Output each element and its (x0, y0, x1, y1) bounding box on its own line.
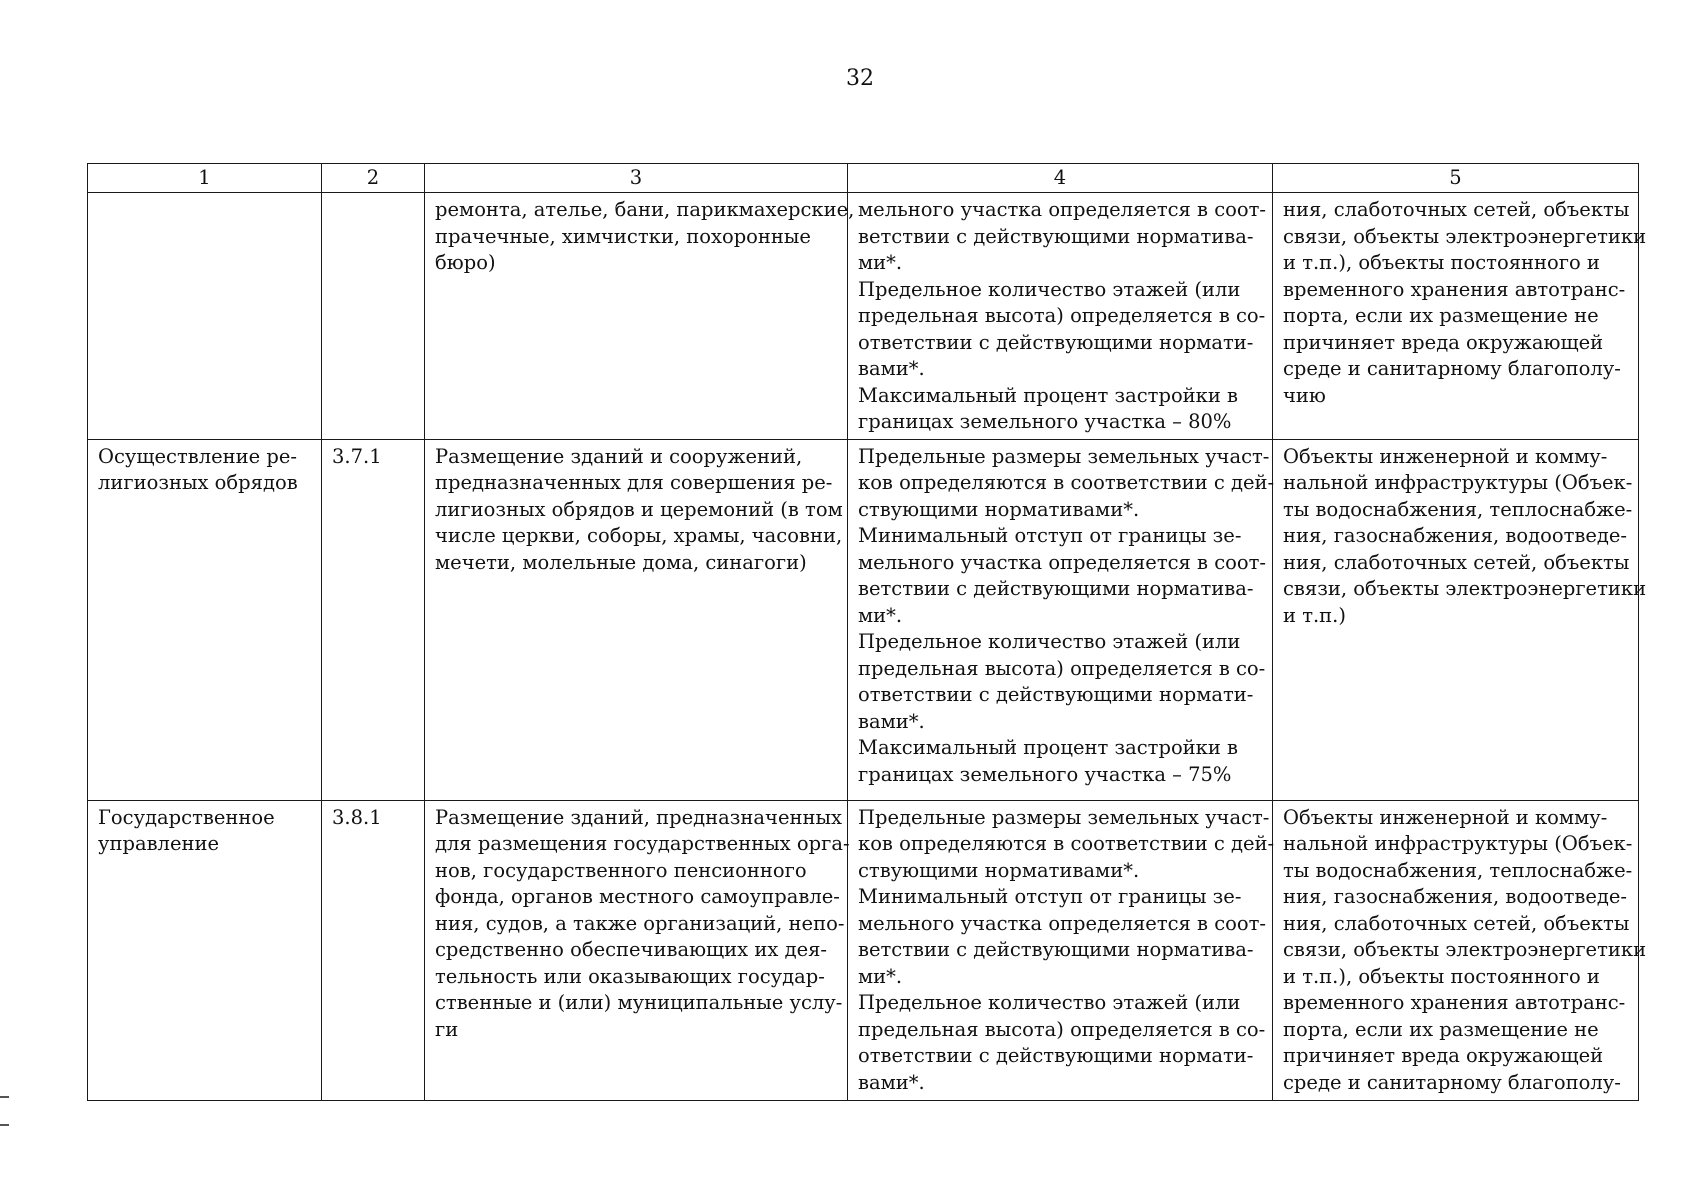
cell-text-line: средственно обеспечивающих их дея- (435, 938, 828, 961)
cell-text-line: Государственное (98, 805, 275, 829)
cell-text-line: Объекты инженерной и комму- (1283, 444, 1608, 468)
cell-text-line: ремонта, ателье, бани, парикмахерские, (435, 198, 855, 221)
land-use-name-cell (88, 439, 322, 800)
cell-text-line: предельная высота) определяется в со- (858, 304, 1266, 327)
cell-text-line: Максимальный процент застройки в (858, 736, 1239, 759)
cell-text-line: мельного участка определяется в соот- (858, 198, 1267, 221)
cell-text-line: нальной инфраструктуры (Объек- (1283, 832, 1633, 855)
cell-text-line: причиняет вреда окружающей (1283, 330, 1604, 354)
land-use-name-cell (88, 800, 322, 1100)
cell-text-line: порта, если их размещение не (1283, 1017, 1599, 1041)
cell-text-line: ты водоснабжения, теплоснабже- (1283, 497, 1633, 521)
cell-text-line: ответствии с действующими нормати- (858, 330, 1254, 354)
cell-text-line: предельная высота) определяется в со- (858, 656, 1266, 680)
cell-text-line: ты водоснабжения, теплоснабже- (1283, 858, 1633, 882)
page-number: 32 (846, 66, 874, 91)
land-use-code-cell (322, 800, 425, 1100)
cell-text-line: чию (1283, 383, 1326, 407)
scan-edge-mark (0, 1096, 9, 1098)
cell-text-line: 3.8.1 (332, 805, 382, 829)
land-use-name-cell (88, 193, 322, 440)
cell-text-line: числе церкви, соборы, храмы, часовни, (435, 524, 843, 547)
cell-text-line: Объекты инженерной и комму- (1283, 805, 1608, 829)
cell-text-line: мельного участка определяется в соот- (858, 550, 1267, 574)
table-row (88, 193, 1639, 440)
land-use-code-cell (322, 193, 425, 440)
cell-text-line: среде и санитарному благополу- (1283, 1070, 1621, 1094)
cell-text-line: прачечные, химчистки, похоронные (435, 224, 811, 248)
cell-text-line: лигиозных обрядов (98, 471, 298, 494)
land-use-description-cell (425, 193, 855, 440)
cell-text-line: вами*. (858, 357, 925, 380)
cell-text-line: Максимальный процент застройки в (858, 383, 1239, 407)
cell-text-line: причиняет вреда окружающей (1283, 1044, 1604, 1067)
auxiliary-uses-cell (1273, 800, 1647, 1100)
cell-text-line: Предельные размеры земельных участ- (858, 805, 1270, 829)
cell-text-line: лигиозных обрядов и церемоний (в том (435, 497, 843, 521)
auxiliary-uses-cell (1273, 439, 1647, 800)
land-use-table (87, 163, 1647, 1101)
cell-text-line: связи, объекты электроэнергетики (1283, 224, 1647, 248)
cell-text-line: ми*. (858, 964, 903, 988)
land-use-code-cell (322, 439, 425, 800)
cell-text-line: Минимальный отступ от границы зе- (858, 885, 1242, 908)
cell-text-line: ответствии с действующими нормати- (858, 1044, 1254, 1067)
cell-text-line: границах земельного участка – 75% (858, 762, 1232, 786)
cell-text-line: временного хранения автотранс- (1283, 991, 1626, 1014)
cell-text-line: и т.п.) (1283, 603, 1346, 627)
cell-text-line: Предельное количество этажей (или (858, 630, 1241, 653)
table-row (88, 800, 1639, 1100)
cell-text-line: Предельное количество этажей (или (858, 991, 1241, 1014)
cell-text-line: порта, если их размещение не (1283, 304, 1599, 327)
cell-text-line: связи, объекты электроэнергетики (1283, 938, 1647, 961)
construction-parameters-cell (848, 800, 1273, 1100)
cell-text-line: и т.п.), объекты постоянного и (1283, 964, 1600, 988)
cell-text-line: ги (435, 1017, 459, 1041)
land-use-description-cell (425, 800, 848, 1100)
construction-parameters-cell (848, 193, 1273, 440)
header-col-4: 4 (848, 164, 1273, 193)
cell-text-line: фонда, органов местного самоуправле- (435, 885, 840, 908)
cell-text-line: Осуществление ре- (98, 444, 298, 468)
header-row (88, 164, 1639, 193)
cell-text-line: и т.п.), объекты постоянного и (1283, 251, 1600, 274)
cell-text-line: для размещения государственных орга- (435, 832, 850, 855)
cell-text-line: мельного участка определяется в соот- (858, 911, 1267, 935)
cell-text-line: предельная высота) определяется в со- (858, 1017, 1266, 1041)
table-row (88, 439, 1639, 800)
cell-text-line: нов, государственного пенсионного (435, 858, 807, 882)
cell-text-line: ния, слаботочных сетей, объекты (1283, 198, 1630, 221)
cell-text-line: Размещение зданий и сооружений, (435, 444, 803, 468)
cell-text-line: нальной инфраструктуры (Объек- (1283, 471, 1633, 494)
cell-text-line: 3.7.1 (332, 444, 382, 468)
table-body (88, 193, 1647, 1101)
cell-text-line: мечети, молельные дома, синагоги) (435, 550, 807, 574)
cell-text-line: бюро) (435, 251, 496, 274)
header-col-5: 5 (1273, 164, 1639, 193)
cell-text-line: ков определяются в соответствии с дей- (858, 832, 1275, 855)
cell-text-line: ния, слаботочных сетей, объекты (1283, 550, 1630, 574)
cell-text-line: ственные и (или) муниципальные услу- (435, 991, 843, 1014)
scan-edge-mark (0, 1124, 9, 1126)
cell-text-line: ков определяются в соответствии с дей- (858, 471, 1275, 494)
cell-text-line: предназначенных для совершения ре- (435, 471, 833, 494)
land-use-description-cell (425, 439, 848, 800)
cell-text-line: ствующими нормативами*. (858, 497, 1140, 521)
cell-text-line: Минимальный отступ от границы зе- (858, 524, 1242, 547)
cell-text-line: ми*. (858, 251, 903, 274)
cell-text-line: вами*. (858, 709, 925, 733)
cell-text-line: Размещение зданий, предназначенных (435, 805, 842, 829)
cell-text-line: ветствии с действующими норматива- (858, 938, 1254, 961)
cell-text-line: ветствии с действующими норматива- (858, 224, 1254, 248)
cell-text-line: ми*. (858, 603, 903, 627)
cell-text-line: связи, объекты электроэнергетики (1283, 577, 1647, 600)
cell-text-line: Предельные размеры земельных участ- (858, 444, 1270, 468)
cell-text-line: управление (98, 832, 220, 855)
cell-text-line: ния, судов, а также организаций, непо- (435, 911, 845, 935)
cell-text-line: ответствии с действующими нормати- (858, 683, 1254, 706)
construction-parameters-cell (848, 439, 1273, 800)
cell-text-line: тельность или оказывающих государ- (435, 964, 825, 988)
cell-text-line: ния, газоснабжения, водоотведе- (1283, 885, 1628, 908)
header-col-1: 1 (88, 164, 322, 193)
cell-text-line: ния, слаботочных сетей, объекты (1283, 911, 1630, 935)
cell-text-line: ствующими нормативами*. (858, 858, 1140, 882)
cell-text-line: временного хранения автотранс- (1283, 277, 1626, 301)
cell-text-line: границах земельного участка – 80% (858, 410, 1232, 433)
auxiliary-uses-cell (1273, 193, 1647, 440)
cell-text-line: вами*. (858, 1070, 925, 1094)
header-col-3: 3 (425, 164, 848, 193)
header-col-2: 2 (322, 164, 425, 193)
cell-text-line: среде и санитарному благополу- (1283, 357, 1621, 380)
cell-text-line: ветствии с действующими норматива- (858, 577, 1254, 600)
cell-text-line: Предельное количество этажей (или (858, 277, 1241, 301)
cell-text-line: ния, газоснабжения, водоотведе- (1283, 524, 1628, 547)
